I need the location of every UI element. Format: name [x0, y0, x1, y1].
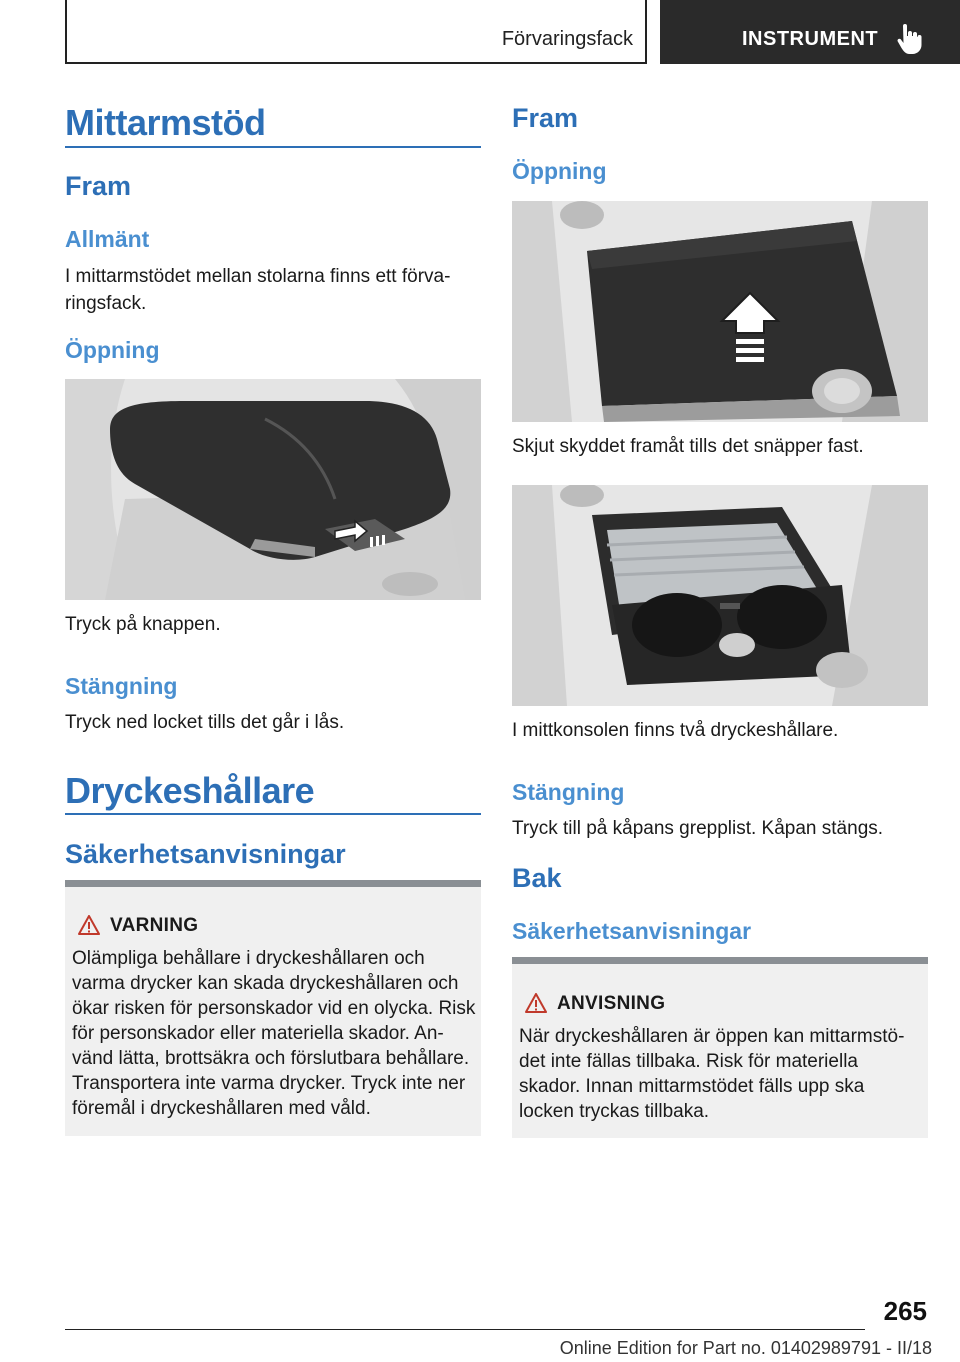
cover-slide-photo	[512, 201, 928, 422]
heading-bak: Bak	[512, 863, 562, 893]
heading-allmant: Allmänt	[65, 226, 150, 252]
title2-rule	[65, 813, 481, 815]
warning-label: VARNING	[110, 915, 199, 936]
hand-pointer-icon	[896, 24, 922, 54]
caption-cover-slide: Skjut skyddet framåt tills det snäpper fast.	[512, 436, 864, 457]
footer-rule	[65, 1329, 865, 1330]
armrest-photo	[65, 379, 481, 600]
heading-sakerhetsanvisningar-right: Säkerhetsanvisningar	[512, 918, 752, 944]
caption-cupholders: I mittkonsolen finns två dryckeshållare.	[512, 720, 839, 741]
stangning-text: Tryck ned locket tills det går i lås.	[65, 712, 345, 733]
title-mittarmstod: Mittarmstöd	[65, 102, 266, 143]
heading-fram: Fram	[65, 171, 132, 201]
header-chapter-label: INSTRUMENT	[742, 28, 879, 50]
warning-triangle-icon	[78, 915, 100, 935]
heading-oppning: Öppning	[65, 337, 160, 363]
notice-label: ANVISNING	[557, 993, 666, 1014]
heading-oppning-right: Öppning	[512, 158, 607, 184]
header-chapter-tab	[660, 0, 960, 64]
warning-box	[65, 880, 481, 1136]
stangning-right-text: Tryck till på kåpans grepplist. Kåpan stängs.	[512, 818, 884, 839]
heading-sakerhetsanvisningar: Säkerhetsanvisningar	[65, 839, 346, 869]
cupholder-photo	[512, 485, 928, 706]
header-section-title: Förvaringsfack	[501, 28, 633, 50]
allmant-text: I mittarmstödet mellan stolarna finns ett förva-ringsfack.	[65, 266, 451, 314]
notice-box	[512, 957, 928, 1138]
heading-stangning-right: Stängning	[512, 779, 625, 805]
warning-text: Olämpliga behållare i dryckeshållaren och varma drycker kan skada dryckeshållaren och ökar risken för personskador vid en olycka. Risk för personskador eller materiella skador. An-vänd lätta, brottsäkra och förslutbara behållare. Transportera inte varma drycker. Tryck inte ner föremål i dryckeshållaren med våld.	[72, 948, 476, 1119]
heading-fram-right: Fram	[512, 103, 579, 133]
notice-text: När dryckeshållaren är öppen kan mittarmstö-det inte fällas tillbaka. Risk för materiella skador. Innan mittarmstödet fälls upp ska locken tryckas tillbaka.	[519, 1026, 905, 1122]
page-number: 265	[883, 1296, 927, 1326]
title-rule	[65, 146, 481, 148]
notice-triangle-icon	[525, 993, 547, 1013]
header-section-box	[65, 0, 647, 64]
footer-edition: Online Edition for Part no. 01402989791 - II/18	[559, 1338, 932, 1358]
heading-stangning: Stängning	[65, 673, 178, 699]
title-dryckeshallare: Dryckeshållare	[65, 770, 315, 811]
oppning-caption: Tryck på knappen.	[65, 614, 221, 635]
